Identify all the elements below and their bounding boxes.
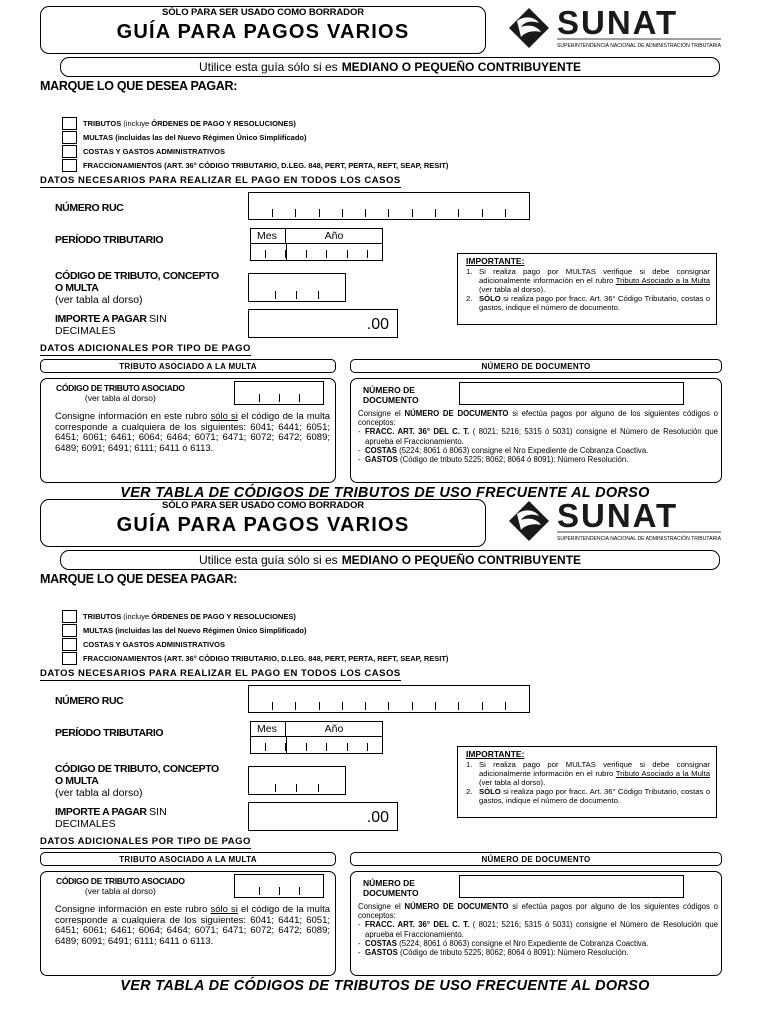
option-label: TRIBUTOS bbox=[83, 118, 122, 128]
mark-heading: MARQUE LO QUE DESEA PAGAR: bbox=[40, 572, 238, 586]
important-item: 1. Si realiza pago por MULTAS verifique si debe consignar adicionalmente información en el rubro Tributo Asociado a la Multa (ver tabla al dorso). bbox=[466, 267, 710, 294]
document-number-instructions: Consigne el NÚMERO DE DOCUMENTO si efectúa pagos por alguno de los siguientes códigos o conceptos: - FRACC. ART. 36° DEL C. T. ( 8021; 5216; 5315 ó 5031) consigne el Número de Resolución que aprueba el Fraccionamiento. - COSTAS (5224; 8061 ó 8063) consigne el Nro Expediente de Cobranza Coactiva. - GASTOS (Código de tributo 5225; 8062; 8064 ó 8091): Número Resolución. bbox=[358, 902, 718, 958]
code-label: CÓDIGO DE TRIBUTO, CONCEPTO O MULTA (ver tabla al dorso) bbox=[55, 763, 219, 799]
important-item: 2. SÓLO si realiza pago por fracc. Art. 36° Código Tributario, costas o gastos, indique el número de documento. bbox=[466, 787, 711, 805]
option-label: FRACCIONAMIENTOS (ART. 36° CÓDIGO TRIBUTARIO, D.LEG. 848, PERT, PERTA, REFT, SEAP, RESIT) bbox=[83, 160, 449, 170]
option-tributos[interactable]: TRIBUTOS (incluye ÓRDENES DE PAGO Y RESOLUCIONES) bbox=[62, 116, 296, 130]
associated-code-label: CÓDIGO DE TRIBUTO ASOCIADO (ver tabla al dorso) bbox=[56, 383, 185, 403]
option-tributos[interactable]: TRIBUTOS (incluye ÓRDENES DE PAGO Y RESOLUCIONES) bbox=[62, 609, 296, 623]
logo-name: SUNAT bbox=[557, 4, 679, 41]
option-label: MULTAS (incluidas las del Nuevo Régimen Único Simplificado) bbox=[83, 132, 307, 142]
tax-code-field[interactable] bbox=[248, 273, 346, 302]
amount-cents: .00 bbox=[366, 316, 389, 333]
ruc-field[interactable] bbox=[248, 685, 530, 713]
period-field[interactable] bbox=[250, 721, 383, 754]
document-number-label: NÚMERO DE DOCUMENTO bbox=[363, 385, 419, 405]
associated-instructions: Consigne información en este rubro sólo si el código de la multa corresponde a cualquiera de los siguientes: 6041; 6441; 6051; 6451; 6061; 6461; 6064; 6464; 6071; 6471; 6072; 6472; 6089; 6489; 6091; 6491; 6111; 6411 ó 6113. bbox=[55, 904, 331, 948]
multas-checkbox[interactable] bbox=[62, 624, 77, 637]
option-label: FRACCIONAMIENTOS (ART. 36° CÓDIGO TRIBUTARIO, D.LEG. 848, PERT, PERTA, REFT, SEAP, RESIT) bbox=[83, 653, 449, 663]
important-title: IMPORTANTE: bbox=[466, 256, 525, 266]
period-label: PERÍODO TRIBUTARIO bbox=[55, 727, 164, 739]
usage-text: Utilice esta guía sólo si es bbox=[198, 60, 338, 74]
option-label: MULTAS (incluidas las del Nuevo Régimen Único Simplificado) bbox=[83, 625, 307, 635]
code-label: CÓDIGO DE TRIBUTO, CONCEPTO O MULTA (ver tabla al dorso) bbox=[55, 270, 219, 306]
period-label: PERÍODO TRIBUTARIO bbox=[55, 234, 164, 246]
option-fraccionamientos[interactable] bbox=[62, 651, 448, 665]
usage-text: Utilice esta guía sólo si es bbox=[198, 553, 338, 567]
important-item: 1. Si realiza pago por MULTAS verifique si debe consignar adicionalmente información en el rubro Tributo Asociado a la Multa (ver tabla al dorso). bbox=[466, 760, 710, 787]
option-multas[interactable] bbox=[62, 130, 307, 144]
amount-cents: .00 bbox=[366, 809, 389, 826]
associated-instructions: Consigne información en este rubro sólo si el código de la multa corresponde a cualquiera de los siguientes: 6041; 6441; 6051; 6451; 6061; 6461; 6064; 6464; 6071; 6471; 6072; 6472; 6089; 6489; 6091; 6491; 6111; 6411 ó 6113. bbox=[55, 411, 331, 455]
important-item: 2. SÓLO si realiza pago por fracc. Art. 36° Código Tributario, costas o gastos, indique el número de documento. bbox=[466, 294, 711, 312]
year-label: Año bbox=[286, 229, 382, 244]
document-number-instructions: Consigne el NÚMERO DE DOCUMENTO si efectúa pagos por alguno de los siguientes códigos o conceptos: - FRACC. ART. 36° DEL C. T. ( 8021; 5216; 5315 ó 5031) consigne el Número de Resolución que aprueba el Fraccionamiento. - COSTAS (5224; 8061 ó 8063) consigne el Nro Expediente de Cobranza Coactiva. - GASTOS (Código de tributo 5225; 8062; 8064 ó 8091): Número Resolución. bbox=[358, 409, 718, 465]
document-number-panel bbox=[350, 378, 722, 483]
sunat-logo bbox=[505, 496, 723, 546]
important-box bbox=[457, 253, 717, 325]
draft-note: SÓLO PARA SER USADO COMO BORRADOR bbox=[161, 7, 364, 18]
multas-checkbox[interactable] bbox=[62, 131, 77, 144]
sunat-emblem-icon bbox=[509, 8, 549, 48]
logo-tagline: SUPERINTENDENCIA NACIONAL DE ADMINISTRACIÓN TRIBUTARIA bbox=[557, 536, 719, 542]
usage-bold-text: MEDIANO O PEQUEÑO CONTRIBUYENTE bbox=[341, 60, 582, 74]
section-additional-heading: DATOS ADICIONALES POR TIPO DE PAGO bbox=[40, 836, 251, 847]
sunat-logo bbox=[505, 3, 723, 53]
document-number-field[interactable] bbox=[459, 875, 684, 898]
year-label: Año bbox=[286, 722, 382, 737]
draft-note: SÓLO PARA SER USADO COMO BORRADOR bbox=[161, 500, 364, 511]
mark-heading: MARQUE LO QUE DESEA PAGAR: bbox=[40, 79, 238, 93]
ruc-field[interactable] bbox=[248, 192, 530, 220]
form-title: GUÍA PARA PAGOS VARIOS bbox=[116, 514, 410, 536]
tributos-checkbox[interactable] bbox=[62, 610, 77, 623]
important-title: IMPORTANTE: bbox=[466, 749, 525, 759]
ruc-label: NÚMERO RUC bbox=[55, 202, 124, 214]
usage-banner bbox=[60, 57, 720, 77]
associated-tax-header: TRIBUTO ASOCIADO A LA MULTA bbox=[40, 852, 336, 866]
sunat-emblem-icon bbox=[509, 501, 549, 541]
tributos-checkbox[interactable] bbox=[62, 117, 77, 130]
associated-tax-panel bbox=[40, 378, 336, 483]
logo-name: SUNAT bbox=[557, 497, 679, 534]
important-box bbox=[457, 746, 717, 818]
document-number-field[interactable] bbox=[459, 382, 684, 405]
amount-label: IMPORTE A PAGAR SIN DECIMALES bbox=[55, 313, 167, 337]
fraccionamientos-checkbox[interactable] bbox=[62, 159, 77, 172]
document-number-header: NÚMERO DE DOCUMENTO bbox=[350, 359, 722, 373]
section-required-heading: DATOS NECESARIOS PARA REALIZAR EL PAGO EN TODOS LOS CASOS bbox=[40, 175, 401, 186]
document-number-label: NÚMERO DE DOCUMENTO bbox=[363, 878, 419, 898]
costas-checkbox[interactable] bbox=[62, 638, 77, 651]
option-multas[interactable] bbox=[62, 623, 307, 637]
section-required-heading: DATOS NECESARIOS PARA REALIZAR EL PAGO EN TODOS LOS CASOS bbox=[40, 668, 401, 679]
footer-note: VER TABLA DE CÓDIGOS DE TRIBUTOS DE USO FRECUENTE AL DORSO bbox=[120, 978, 650, 994]
option-costas[interactable] bbox=[62, 144, 225, 158]
footer-note: VER TABLA DE CÓDIGOS DE TRIBUTOS DE USO FRECUENTE AL DORSO bbox=[120, 485, 650, 501]
associated-code-field[interactable] bbox=[234, 874, 324, 898]
associated-tax-header: TRIBUTO ASOCIADO A LA MULTA bbox=[40, 359, 336, 373]
option-fraccionamientos[interactable] bbox=[62, 158, 448, 172]
option-label: COSTAS Y GASTOS ADMINISTRATIVOS bbox=[83, 146, 225, 156]
costas-checkbox[interactable] bbox=[62, 145, 77, 158]
section-additional-heading: DATOS ADICIONALES POR TIPO DE PAGO bbox=[40, 343, 251, 354]
fraccionamientos-checkbox[interactable] bbox=[62, 652, 77, 665]
month-label: Mes bbox=[251, 229, 286, 244]
payment-form bbox=[0, 493, 768, 994]
ruc-label: NÚMERO RUC bbox=[55, 695, 124, 707]
form-title: GUÍA PARA PAGOS VARIOS bbox=[116, 21, 410, 43]
document-number-panel bbox=[350, 871, 722, 976]
amount-field[interactable] bbox=[248, 802, 398, 831]
associated-code-label: CÓDIGO DE TRIBUTO ASOCIADO (ver tabla al dorso) bbox=[56, 876, 185, 896]
option-label: COSTAS Y GASTOS ADMINISTRATIVOS bbox=[83, 639, 225, 649]
period-field[interactable] bbox=[250, 228, 383, 261]
option-costas[interactable] bbox=[62, 637, 225, 651]
payment-form bbox=[0, 0, 768, 501]
amount-field[interactable] bbox=[248, 309, 398, 338]
month-label: Mes bbox=[251, 722, 286, 737]
usage-bold-text: MEDIANO O PEQUEÑO CONTRIBUYENTE bbox=[341, 553, 582, 567]
option-label: TRIBUTOS bbox=[83, 611, 122, 621]
amount-label: IMPORTE A PAGAR SIN DECIMALES bbox=[55, 806, 167, 830]
associated-code-field[interactable] bbox=[234, 381, 324, 405]
tax-code-field[interactable] bbox=[248, 766, 346, 795]
logo-tagline: SUPERINTENDENCIA NACIONAL DE ADMINISTRACIÓN TRIBUTARIA bbox=[557, 43, 719, 49]
document-number-header: NÚMERO DE DOCUMENTO bbox=[350, 852, 722, 866]
usage-banner bbox=[60, 550, 720, 570]
associated-tax-panel bbox=[40, 871, 336, 976]
